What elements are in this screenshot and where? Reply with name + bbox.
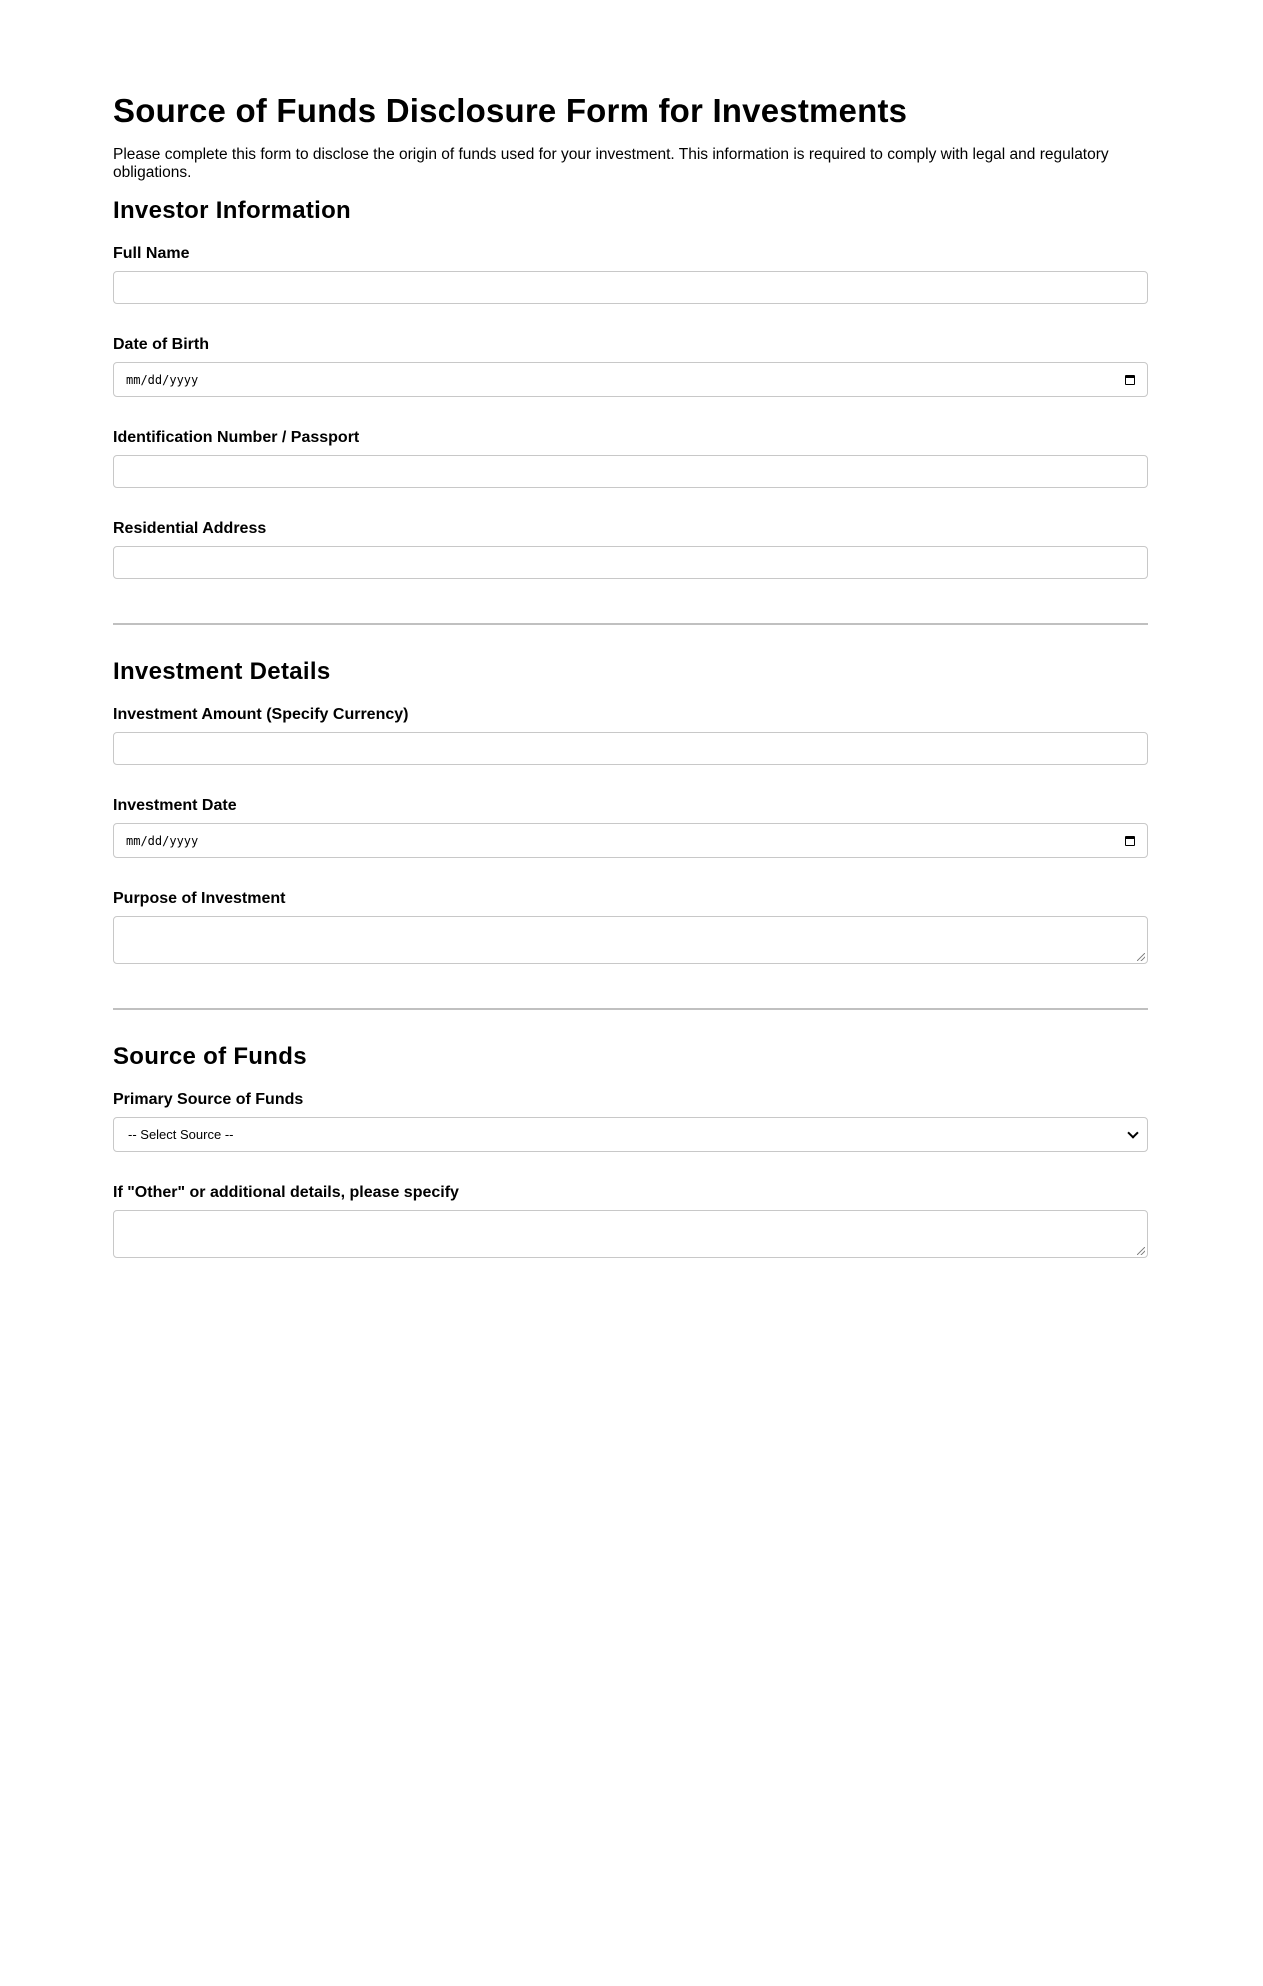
- investor-information-heading: Investor Information: [113, 197, 352, 224]
- chevron-down-icon: [1127, 1127, 1138, 1138]
- residential-address-label: Residential Address: [113, 520, 267, 537]
- full-name-input[interactable]: [113, 271, 1148, 304]
- residential-address-input[interactable]: [113, 546, 1148, 579]
- primary-source-field: [113, 1090, 1148, 1152]
- identification-number-input[interactable]: [113, 455, 1148, 488]
- intro-text: Please complete this form to disclose the origin of funds used for your investment. This information is required to comply with legal and regulatory obligations.: [113, 146, 1109, 181]
- other-details-label: If "Other" or additional details, please specify: [113, 1184, 459, 1201]
- date-of-birth-label: Date of Birth: [113, 336, 209, 353]
- section-divider: [113, 623, 1148, 625]
- other-details-textarea[interactable]: [113, 1210, 1148, 1258]
- calendar-icon[interactable]: [1125, 375, 1135, 385]
- page-title: Source of Funds Disclosure Form for Investments: [113, 92, 908, 129]
- date-of-birth-field: [113, 335, 1148, 397]
- investment-amount-label: Investment Amount (Specify Currency): [113, 706, 409, 723]
- form-container: [113, 0, 1148, 1258]
- primary-source-label: Primary Source of Funds: [113, 1091, 304, 1108]
- date-of-birth-input[interactable]: [113, 362, 1148, 397]
- other-details-field: [113, 1183, 1148, 1258]
- primary-source-select[interactable]: [113, 1117, 1148, 1152]
- investment-date-input[interactable]: [113, 823, 1148, 858]
- purpose-of-investment-label: Purpose of Investment: [113, 890, 286, 907]
- investment-date-placeholder: mm/dd/yyyy: [126, 833, 199, 848]
- investment-date-field: [113, 796, 1148, 858]
- purpose-of-investment-textarea[interactable]: [113, 916, 1148, 964]
- purpose-of-investment-field: [113, 889, 1148, 964]
- calendar-icon[interactable]: [1125, 836, 1135, 846]
- full-name-field: [113, 244, 1148, 304]
- resize-grip-icon[interactable]: [1137, 953, 1145, 961]
- investment-date-label: Investment Date: [113, 797, 237, 814]
- investment-amount-field: [113, 705, 1148, 765]
- identification-number-label: Identification Number / Passport: [113, 429, 360, 446]
- resize-grip-icon[interactable]: [1137, 1247, 1145, 1255]
- date-of-birth-placeholder: mm/dd/yyyy: [126, 372, 199, 387]
- section-divider: [113, 1008, 1148, 1010]
- source-of-funds-heading: Source of Funds: [113, 1043, 307, 1070]
- residential-address-field: [113, 519, 1148, 579]
- investment-details-heading: Investment Details: [113, 658, 331, 685]
- identification-number-field: [113, 428, 1148, 488]
- investment-amount-input[interactable]: [113, 732, 1148, 765]
- primary-source-selected-value: -- Select Source --: [128, 1127, 234, 1142]
- full-name-label: Full Name: [113, 245, 190, 262]
